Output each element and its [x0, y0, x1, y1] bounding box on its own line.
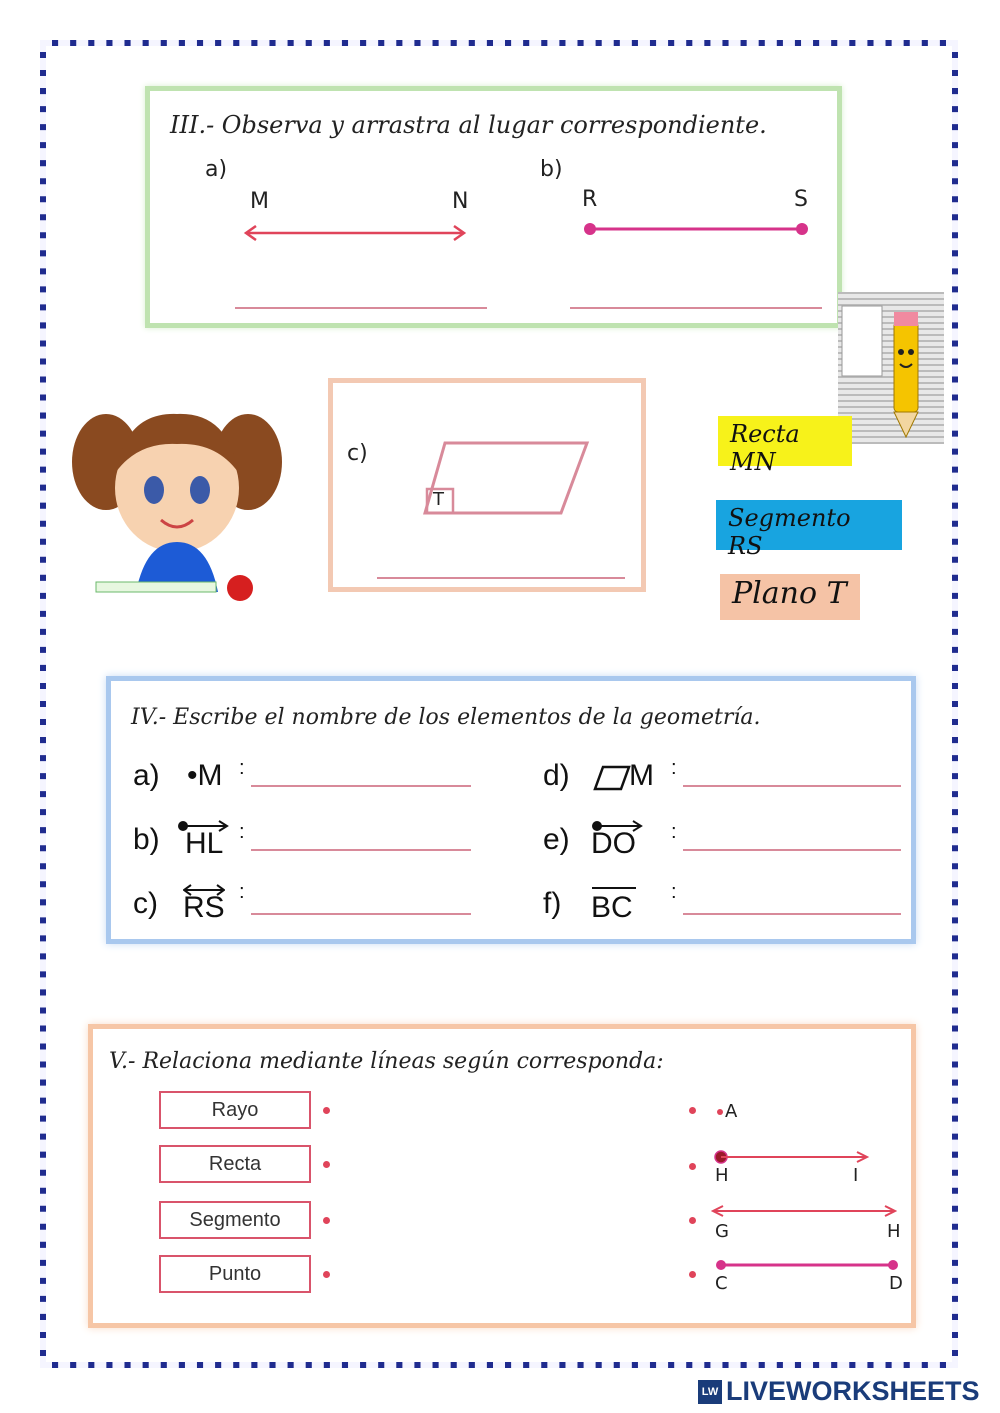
connector-left-recta[interactable] — [323, 1161, 330, 1168]
item-c-letter: c) — [133, 887, 158, 920]
colon-f: : — [671, 881, 677, 903]
point-label-m: M — [250, 189, 269, 214]
figure-segment — [711, 1255, 903, 1275]
connector-left-segmento[interactable] — [323, 1217, 330, 1224]
liveworksheets-logo-icon: LW — [698, 1380, 722, 1404]
figure-segment-start: C — [715, 1273, 728, 1294]
item-d-symbol: M — [629, 759, 654, 792]
colon-b: : — [239, 821, 245, 843]
item-b-symbol: HL — [185, 827, 224, 860]
plane-label-t: T — [433, 489, 444, 510]
section-5-title: V.- Relaciona mediante líneas según corresponda: — [109, 1049, 664, 1074]
answer-line-e[interactable] — [683, 849, 901, 851]
figure-point-label: A — [725, 1101, 738, 1122]
section-3c-panel — [328, 378, 646, 592]
connector-right-segment[interactable] — [689, 1271, 696, 1278]
figure-segment-end: D — [889, 1273, 903, 1294]
name-box-rayo: Rayo — [159, 1091, 311, 1129]
figure-point-dot — [717, 1109, 723, 1115]
section-4-panel — [106, 676, 916, 944]
drop-target-c[interactable] — [377, 577, 625, 579]
item-a-symbol: •M — [187, 759, 223, 792]
label-a: a) — [205, 157, 228, 182]
point-label-s: S — [794, 187, 808, 212]
point-label-n: N — [452, 189, 469, 214]
chip-segmento-rs[interactable]: Segmento RS — [716, 500, 902, 550]
colon-c: : — [239, 881, 245, 903]
connector-right-line[interactable] — [689, 1217, 696, 1224]
name-box-segmento: Segmento — [159, 1201, 311, 1239]
footer-brand — [698, 1376, 980, 1407]
connector-left-punto[interactable] — [323, 1271, 330, 1278]
drop-target-a[interactable] — [235, 307, 487, 309]
answer-line-b[interactable] — [251, 849, 471, 851]
item-f-letter: f) — [543, 887, 562, 920]
colon-d: : — [671, 757, 677, 779]
section-3-title: III.- Observa y arrastra al lugar correspondiente. — [170, 111, 767, 139]
item-e-symbol: DO — [591, 827, 636, 860]
figure-ray-end: I — [853, 1165, 859, 1186]
label-b: b) — [540, 157, 563, 182]
name-box-punto: Punto — [159, 1255, 311, 1293]
drop-target-b[interactable] — [570, 307, 822, 309]
line-mn — [240, 221, 470, 245]
answer-line-a[interactable] — [251, 785, 471, 787]
figure-line-start: G — [715, 1221, 729, 1242]
item-e-letter: e) — [543, 823, 570, 856]
answer-line-d[interactable] — [683, 785, 901, 787]
chip-recta-mn[interactable]: Recta MN — [718, 416, 852, 466]
pencil-icon — [838, 292, 944, 444]
point-label-r: R — [582, 187, 598, 212]
connector-right-ray[interactable] — [689, 1163, 696, 1170]
item-a-letter: a) — [133, 759, 160, 792]
colon-a: : — [239, 757, 245, 779]
section-4-title: IV.- Escribe el nombre de los elementos de la geometría. — [131, 705, 761, 730]
chip-plano-t[interactable]: Plano T — [720, 574, 860, 620]
figure-ray — [711, 1147, 871, 1167]
answer-line-c[interactable] — [251, 913, 471, 915]
item-b-letter: b) — [133, 823, 160, 856]
item-d-letter: d) — [543, 759, 570, 792]
figure-line-end: H — [887, 1221, 901, 1242]
section-5-panel — [88, 1024, 916, 1328]
name-box-recta: Recta — [159, 1145, 311, 1183]
segment-rs — [580, 217, 812, 241]
label-c: c) — [347, 441, 368, 466]
item-c-symbol: RS — [183, 891, 225, 924]
plane-t — [421, 439, 591, 519]
footer-brand-text: LIVEWORKSHEETS — [726, 1376, 980, 1406]
figure-ray-start: H — [715, 1165, 729, 1186]
girl-illustration — [66, 392, 288, 606]
colon-e: : — [671, 821, 677, 843]
pencil-illustration — [838, 292, 944, 444]
connector-right-point[interactable] — [689, 1107, 696, 1114]
section-3-panel — [145, 86, 842, 328]
item-f-symbol: BC — [591, 891, 633, 924]
plane-icon — [593, 765, 631, 791]
connector-left-rayo[interactable] — [323, 1107, 330, 1114]
answer-line-f[interactable] — [683, 913, 901, 915]
figure-line — [711, 1201, 897, 1221]
